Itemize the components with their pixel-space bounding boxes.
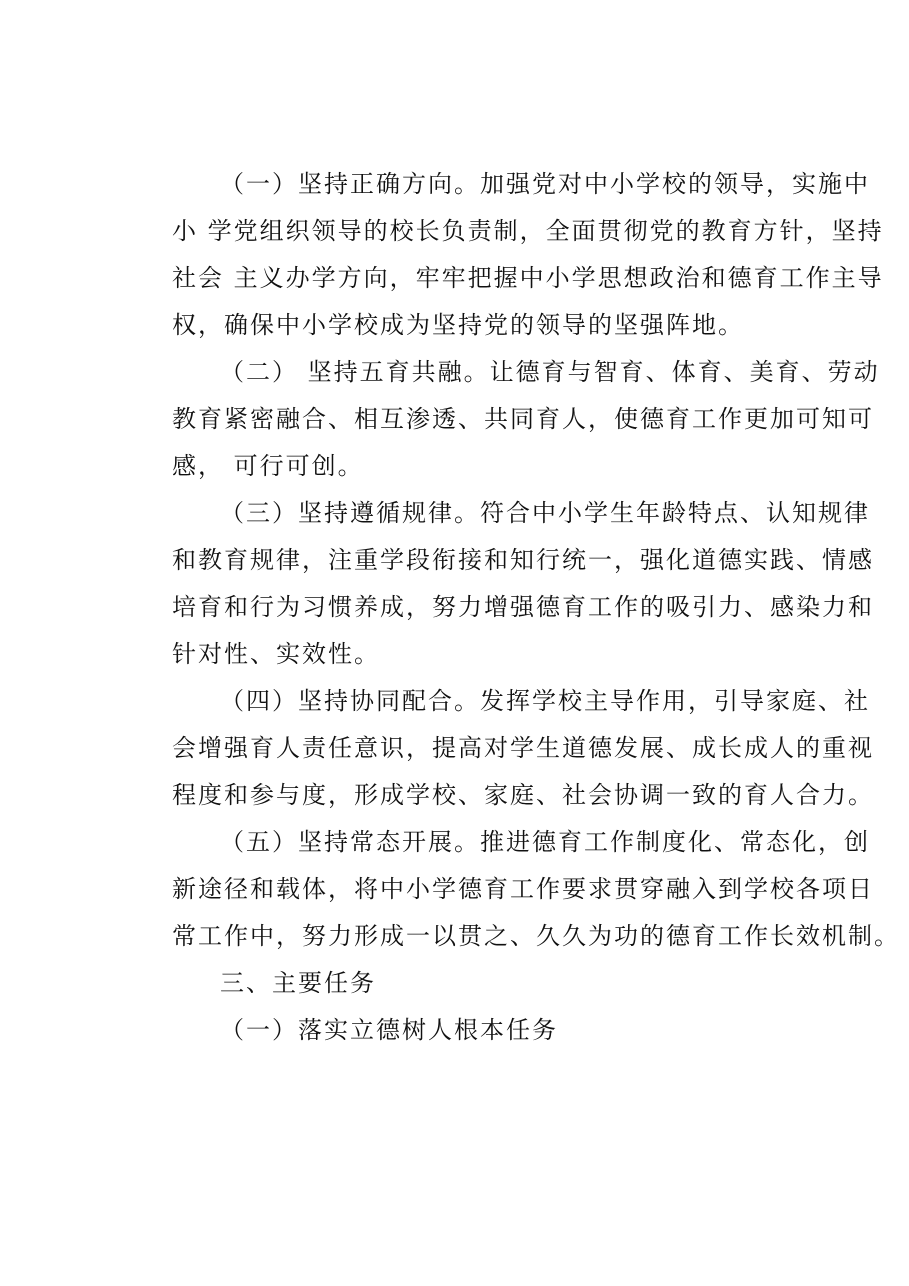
principle-5-line-3: 常工作中，努力形成一以贯之、久久为功的德育工作长效机制。 xyxy=(172,922,900,950)
principle-5-line-1: （五）坚持常态开展。推进德育工作制度化、常态化，创 xyxy=(220,828,870,856)
principle-1-line-3: 社会 主义办学方向，牢牢把握中小学思想政治和德育工作主导 xyxy=(172,264,884,292)
principle-3-line-3: 培育和行为习惯养成，努力增强德育工作的吸引力、感染力和 xyxy=(172,593,874,621)
principle-3-paragraph xyxy=(124,490,874,678)
principle-3-line-4: 针对性、实效性。 xyxy=(172,640,380,668)
principle-2-line-2: 教育紧密融合、相互渗透、共同育人，使德育工作更加可知可 xyxy=(172,405,874,433)
document-body xyxy=(124,161,900,1054)
principle-4-paragraph xyxy=(124,678,874,819)
principle-2-paragraph xyxy=(124,349,880,490)
principle-2-line-1: （二） 坚持五育共融。让德育与智育、体育、美育、劳动 xyxy=(220,358,880,386)
principle-3-line-2: 和教育规律，注重学段衔接和知行统一，强化道德实践、情感 xyxy=(172,546,874,574)
subsection-heading-text: （一）落实立德树人根本任务 xyxy=(220,1016,558,1044)
principle-2-line-3: 感， 可行可创。 xyxy=(172,452,364,480)
principle-1-line-4: 权，确保中小学校成为坚持党的领导的坚强阵地。 xyxy=(172,311,744,339)
principle-4-line-3: 程度和参与度，形成学校、家庭、社会协调一致的育人合力。 xyxy=(172,781,874,809)
principle-5-paragraph xyxy=(124,819,900,960)
section-heading xyxy=(124,960,794,1007)
section-heading-text: 三、主要任务 xyxy=(220,969,376,997)
principle-4-line-2: 会增强育人责任意识，提高对学生道德发展、成长成人的重视 xyxy=(172,734,874,762)
principle-1-line-1: （一）坚持正确方向。加强党对中小学校的领导，实施中 xyxy=(220,170,870,198)
principle-1-paragraph xyxy=(124,161,884,349)
principle-5-line-2: 新途径和载体，将中小学德育工作要求贯穿融入到学校各项日 xyxy=(172,875,874,903)
principle-1-line-2: 小 学党组织领导的校长负责制，全面贯彻党的教育方针，坚持 xyxy=(172,217,884,245)
subsection-heading xyxy=(124,1007,794,1054)
principle-3-line-1: （三）坚持遵循规律。符合中小学生年龄特点、认知规律 xyxy=(220,499,870,527)
principle-4-line-1: （四）坚持协同配合。发挥学校主导作用，引导家庭、社 xyxy=(220,687,870,715)
